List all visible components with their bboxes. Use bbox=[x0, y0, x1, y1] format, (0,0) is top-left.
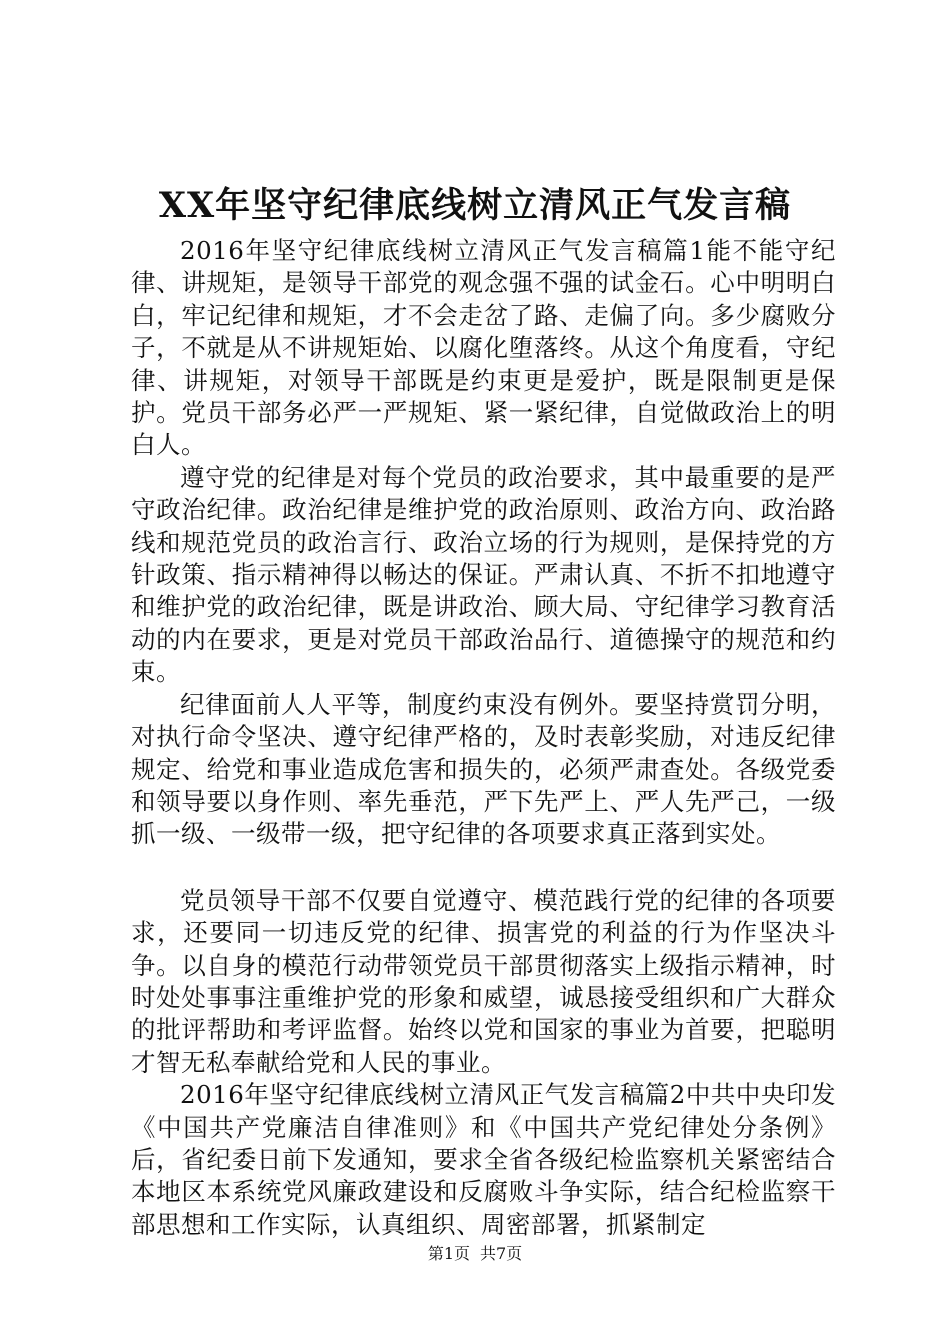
paragraph-4: 党员领导干部不仅要自觉遵守、模范践行党的纪律的各项要求，还要同一切违反党的纪律、损害党的利益的行为作坚决斗争。以自身的模范行动带领党员干部贯彻落实上级指示精神，时时处处事事注重维护党的形象和威望，诚恳接受组织和广大群众的批评帮助和考评监督。始终以党和国家的事业为首要，把聪明才智无私奉献给党和人民的事业。 bbox=[131, 885, 836, 1077]
paragraph-2: 遵守党的纪律是对每个党员的政治要求，其中最重要的是严守政治纪律。政治纪律是维护党的政治原则、政治方向、政治路线和规范党员的政治言行、政治立场的行为规则，是保持党的方针政策、指示精神得以畅达的保证。严肃认真、不折不扣地遵守和维护党的政治纪律，既是讲政治、顾大局、守纪律学习教育活动的内在要求，更是对党员干部政治品行、道德操守的规范和约束。 bbox=[131, 462, 836, 687]
page-number-total: 共7页 bbox=[480, 1244, 523, 1263]
page-number-current: 第1页 bbox=[427, 1244, 470, 1263]
paragraph-3: 纪律面前人人平等，制度约束没有例外。要坚持赏罚分明，对执行命令坚决、遵守纪律严格的，及时表彰奖励，对违反纪律规定、给党和事业造成危害和损失的，必须严肃查处。各级党委和领导要以身作则、率先垂范，严下先严上、严人先严己，一级抓一级、一级带一级，把守纪律的各项要求真正落到实处。 bbox=[131, 689, 836, 849]
page-footer bbox=[0, 1243, 950, 1265]
document-body bbox=[131, 235, 836, 1241]
paragraph-1: 2016年坚守纪律底线树立清风正气发言稿篇1能不能守纪律、讲规矩，是领导干部党的观念强不强的试金石。心中明明白白，牢记纪律和规矩，才不会走岔了路、走偏了向。多少腐败分子，不就是从不讲规矩始、以腐化堕落终。从这个角度看，守纪律、讲规矩，对领导干部既是约束更是爱护，既是限制更是保护。党员干部务必严一严规矩、紧一紧纪律，自觉做政治上的明白人。 bbox=[131, 236, 836, 460]
paragraph-5: 2016年坚守纪律底线树立清风正气发言稿篇2中共中央印发《中国共产党廉洁自律准则》和《中国共产党纪律处分条例》后，省纪委日前下发通知，要求全省各级纪检监察机关紧密结合本地区本系统党风廉政建设和反腐败斗争实际，结合纪检监察干部思想和工作实际，认真组织、周密部署，抓紧制定 bbox=[131, 1080, 836, 1239]
document-title: XX年坚守纪律底线树立清风正气发言稿 bbox=[158, 185, 792, 226]
